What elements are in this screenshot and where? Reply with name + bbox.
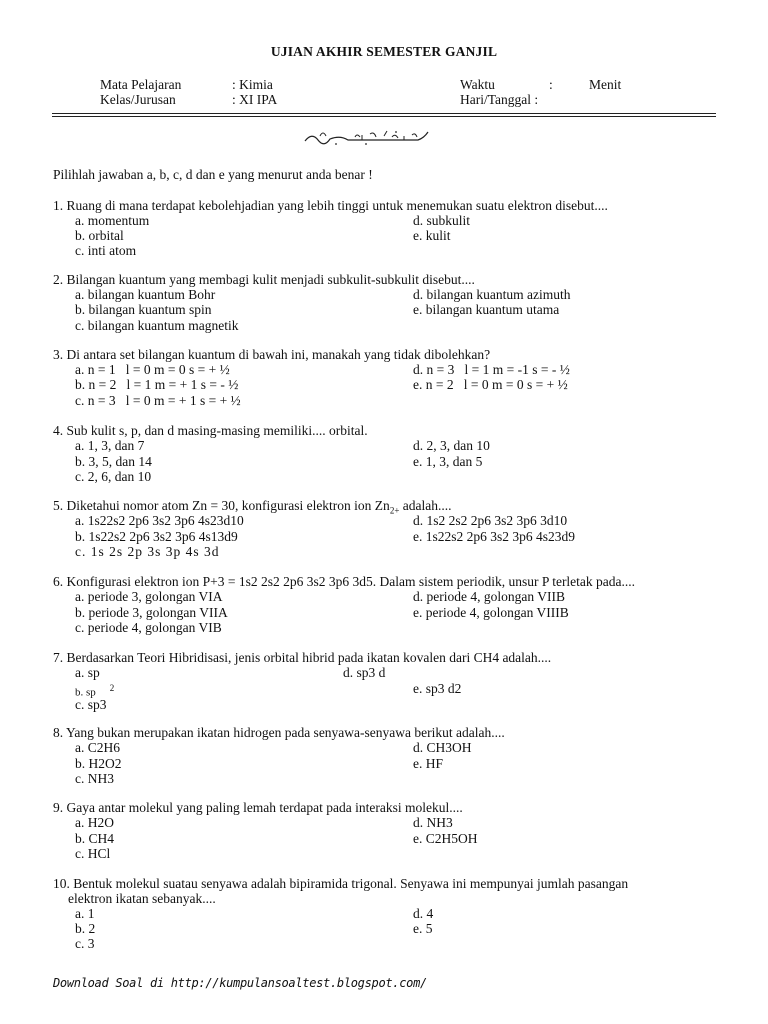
option-d: d. NH3: [413, 815, 453, 830]
option-b-label: b. sp: [75, 686, 96, 699]
question-text-main: 5. Diketahui nomor atom Zn = 30, konfigurasi elektron ion Zn: [53, 498, 390, 513]
option-a: a. momentum: [75, 213, 150, 228]
option-a: a. 1s22s2 2p6 3s2 3p6 4s23d10: [75, 513, 244, 528]
question-text: 3. Di antara set bilangan kuantum di bawah ini, manakah yang tidak dibolehkan?: [53, 347, 491, 362]
option-d: d. sp3 d: [343, 665, 386, 680]
option-c: c. n = 3 l = 0 m = + 1 s = + ½: [75, 393, 241, 408]
option-c: c. bilangan kuantum magnetik: [75, 318, 239, 333]
class-value: : XI IPA: [232, 92, 278, 107]
option-b: b. orbital: [75, 228, 124, 243]
class-label: Kelas/Jurusan: [100, 92, 176, 107]
question-text: 8. Yang bukan merupakan ikatan hidrogen pada senyawa-senyawa berikut adalah....: [53, 725, 505, 740]
option-d: d. bilangan kuantum azimuth: [413, 287, 571, 302]
option-e: e. kulit: [413, 228, 451, 243]
option-e: e. 5: [413, 921, 433, 936]
option-a: a. periode 3, golongan VIA: [75, 589, 223, 604]
option-c: c. 3: [75, 936, 95, 951]
option-b-superscript: 2: [109, 683, 115, 693]
option-b: b. 3, 5, dan 14: [75, 454, 152, 469]
option-e: e. periode 4, golongan VIIIB: [413, 605, 569, 620]
option-e: e. sp3 d2: [413, 681, 462, 696]
option-c: c. sp3: [75, 697, 107, 712]
bismillah-calligraphy-icon: [300, 126, 440, 148]
instructions-text: Pilihlah jawaban a, b, c, d dan e yang menurut anda benar !: [53, 167, 373, 182]
question-text: 4. Sub kulit s, p, dan d masing-masing memiliki.... orbital.: [53, 423, 368, 438]
question-text: 7. Berdasarkan Teori Hibridisasi, jenis orbital hibrid pada ikatan kovalen dari CH4 adalah....: [53, 650, 552, 665]
option-b: b. 2: [75, 921, 96, 936]
option-a: a. n = 1 l = 0 m = 0 s = + ½: [75, 362, 230, 377]
date-label: Hari/Tanggal :: [460, 92, 539, 107]
option-c: c. HCl: [75, 846, 111, 861]
option-c: c. periode 4, golongan VIB: [75, 620, 222, 635]
option-d: d. CH3OH: [413, 740, 472, 755]
option-c: c. 1s 2s 2p 3s 3p 4s 3d: [75, 544, 220, 559]
option-a: a. 1: [75, 906, 95, 921]
question-text-continued: elektron ikatan sebanyak....: [68, 891, 216, 906]
option-e: e. 1, 3, dan 5: [413, 454, 483, 469]
time-unit: Menit: [589, 77, 622, 92]
option-a: a. sp: [75, 665, 100, 680]
option-d: d. subkulit: [413, 213, 471, 228]
page-title: UJIAN AKHIR SEMESTER GANJIL: [270, 44, 498, 59]
option-e: e. C2H5OH: [413, 831, 478, 846]
question-text-end: adalah....: [399, 498, 452, 513]
subject-value: : Kimia: [232, 77, 273, 92]
option-b: b. bilangan kuantum spin: [75, 302, 212, 317]
option-d: d. 4: [413, 906, 434, 921]
option-c: c. inti atom: [75, 243, 137, 258]
option-c: c. NH3: [75, 771, 114, 786]
question-text: 6. Konfigurasi elektron ion P+3 = 1s2 2s2 2p6 3s2 3p6 3d5. Dalam sistem periodik, unsur P terletak pada....: [53, 574, 636, 589]
header-rule-bottom: [52, 116, 716, 117]
option-c: c. 2, 6, dan 10: [75, 469, 152, 484]
option-a: a. bilangan kuantum Bohr: [75, 287, 216, 302]
option-e: e. 1s22s2 2p6 3s2 3p6 4s23d9: [413, 529, 576, 544]
option-b: b. periode 3, golongan VIIA: [75, 605, 228, 620]
option-a: a. 1, 3, dan 7: [75, 438, 145, 453]
option-e: e. HF: [413, 756, 443, 771]
question-text: 10. Bentuk molekul suatau senyawa adalah bipiramida trigonal. Senyawa ini mempunyai jumlah pasangan: [53, 876, 629, 891]
option-e: e. n = 2 l = 0 m = 0 s = + ½: [413, 377, 568, 392]
option-d: d. 1s2 2s2 2p6 3s2 3p6 3d10: [413, 513, 568, 528]
subject-label: Mata Pelajaran: [100, 77, 182, 92]
option-e: e. bilangan kuantum utama: [413, 302, 560, 317]
time-label: Waktu: [460, 77, 495, 92]
option-b: b. n = 2 l = 1 m = + 1 s = - ½: [75, 377, 239, 392]
option-d: d. n = 3 l = 1 m = -1 s = - ½: [413, 362, 570, 377]
question-text: 1. Ruang di mana terdapat kebolehjadian yang lebih tinggi untuk menemukan suatu elektron disebut....: [53, 198, 608, 213]
download-footer-link[interactable]: Download Soal di http://kumpulansoaltest.blogspot.com/: [53, 976, 427, 990]
option-a: a. C2H6: [75, 740, 120, 755]
option-a: a. H2O: [75, 815, 114, 830]
time-colon: :: [549, 77, 553, 92]
ion-charge: 2+: [389, 505, 400, 516]
option-b: b. CH4: [75, 831, 115, 846]
option-b: b. H2O2: [75, 756, 122, 771]
header-rule-top: [52, 113, 716, 114]
option-d: d. periode 4, golongan VIIB: [413, 589, 565, 604]
option-d: d. 2, 3, dan 10: [413, 438, 490, 453]
option-b: b. 1s22s2 2p6 3s2 3p6 4s13d9: [75, 529, 238, 544]
question-text: 9. Gaya antar molekul yang paling lemah terdapat pada interaksi molekul....: [53, 800, 463, 815]
question-text: 2. Bilangan kuantum yang membagi kulit menjadi subkulit-subkulit disebut....: [53, 272, 475, 287]
